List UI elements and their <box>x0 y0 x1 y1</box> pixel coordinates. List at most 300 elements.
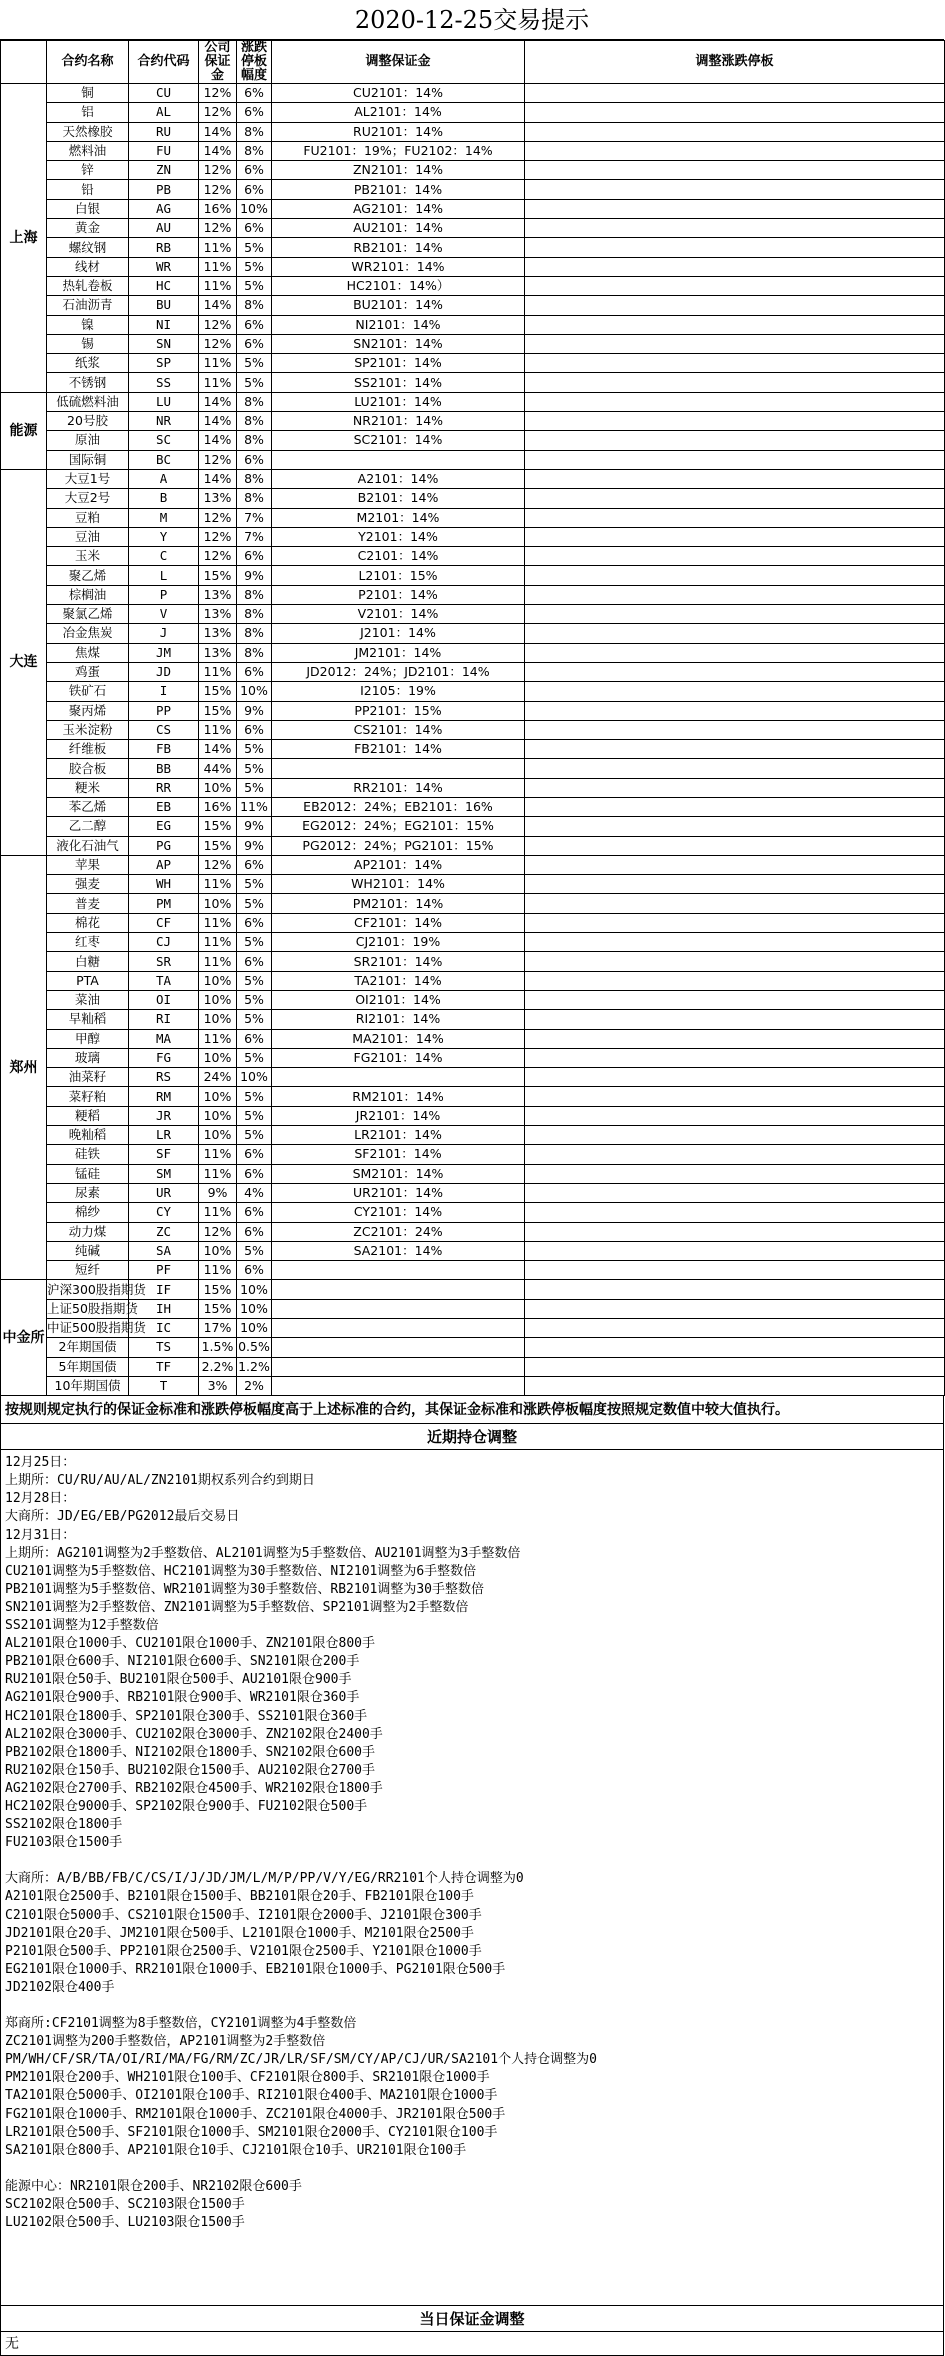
adjust-margin: AP2101：14% <box>272 855 525 874</box>
adjust-limit <box>525 682 945 701</box>
note-line <box>5 2160 939 2178</box>
price-limit: 8% <box>237 141 272 160</box>
contract-code: C <box>129 547 199 566</box>
adjust-margin: CU2101：14% <box>272 84 525 103</box>
adjust-limit <box>525 84 945 103</box>
recent-position-title: 近期持仓调整 <box>0 1424 944 1450</box>
adjust-margin: NI2101：14% <box>272 315 525 334</box>
contract-code: FU <box>129 141 199 160</box>
contract-code: ZN <box>129 161 199 180</box>
contract-name: 苹果 <box>47 855 129 874</box>
contract-name: 聚乙烯 <box>47 566 129 585</box>
contract-code: JR <box>129 1106 199 1125</box>
price-limit: 8% <box>237 412 272 431</box>
contract-code: A <box>129 469 199 488</box>
contract-name: 焦煤 <box>47 643 129 662</box>
company-margin: 15% <box>199 1299 237 1318</box>
adjust-margin: SS2101：14% <box>272 373 525 392</box>
table-row <box>1 257 945 276</box>
price-limit: 5% <box>237 990 272 1009</box>
adjust-margin: I2105：19% <box>272 682 525 701</box>
table-row <box>1 855 945 874</box>
company-margin: 3% <box>199 1376 237 1395</box>
price-limit: 6% <box>237 161 272 180</box>
adjust-margin: AL2101：14% <box>272 103 525 122</box>
price-limit: 9% <box>237 836 272 855</box>
contract-code: SS <box>129 373 199 392</box>
adjust-margin: JD2012：24%；JD2101：14% <box>272 662 525 681</box>
price-limit: 5% <box>237 1126 272 1145</box>
contract-name: 低硫燃料油 <box>47 392 129 411</box>
company-margin: 10% <box>199 1106 237 1125</box>
header-limit: 涨跌停板幅度 <box>237 41 272 84</box>
company-margin: 12% <box>199 527 237 546</box>
contract-name: 2年期国债 <box>47 1338 129 1357</box>
contract-name: 棕榈油 <box>47 585 129 604</box>
adjust-limit <box>525 643 945 662</box>
adjust-margin: BU2101：14% <box>272 296 525 315</box>
adjust-limit <box>525 1261 945 1280</box>
adjust-margin: HC2101：14%） <box>272 276 525 295</box>
price-limit: 8% <box>237 624 272 643</box>
price-limit: 5% <box>237 1106 272 1125</box>
contract-name: 油菜籽 <box>47 1068 129 1087</box>
contract-name: 天然橡胶 <box>47 122 129 141</box>
company-margin: 11% <box>199 373 237 392</box>
table-row <box>1 971 945 990</box>
table-row <box>1 141 945 160</box>
contract-code: EG <box>129 817 199 836</box>
header-code: 合约代码 <box>129 41 199 84</box>
company-margin: 11% <box>199 1145 237 1164</box>
company-margin: 11% <box>199 1261 237 1280</box>
adjust-limit <box>525 296 945 315</box>
note-line: HC2102限仓9000手、SP2102限仓900手、FU2102限仓500手 <box>5 1798 368 1814</box>
price-limit: 5% <box>237 373 272 392</box>
table-row <box>1 161 945 180</box>
contract-code: RS <box>129 1068 199 1087</box>
price-limit: 6% <box>237 952 272 971</box>
price-limit: 4% <box>237 1183 272 1202</box>
contract-code: RB <box>129 238 199 257</box>
table-row <box>1 662 945 681</box>
adjust-limit <box>525 141 945 160</box>
adjust-limit <box>525 199 945 218</box>
contract-name: 大豆1号 <box>47 469 129 488</box>
company-margin: 10% <box>199 990 237 1009</box>
company-margin: 15% <box>199 682 237 701</box>
contract-code: EB <box>129 797 199 816</box>
table-row <box>1 643 945 662</box>
contract-code: BC <box>129 450 199 469</box>
note-line: RU2102限仓150手、BU2102限仓1500手、AU2102限仓2700手 <box>5 1762 375 1778</box>
price-limit: 6% <box>237 1145 272 1164</box>
table-row <box>1 1010 945 1029</box>
note-line: SN2101调整为2手整数倍、ZN2101调整为5手整数倍、SP2101调整为2手整数倍 <box>5 1599 469 1615</box>
price-limit: 5% <box>237 759 272 778</box>
adjust-limit <box>525 875 945 894</box>
contract-name: 甲醇 <box>47 1029 129 1048</box>
contract-code: OI <box>129 990 199 1009</box>
note-line: AG2101限仓900手、RB2101限仓900手、WR2101限仓360手 <box>5 1690 360 1706</box>
adjust-limit <box>525 122 945 141</box>
contract-code: RU <box>129 122 199 141</box>
adjust-margin: P2101：14% <box>272 585 525 604</box>
contract-code: SR <box>129 952 199 971</box>
adjust-margin: MA2101：14% <box>272 1029 525 1048</box>
contract-name: 国际铜 <box>47 450 129 469</box>
contract-name: 铁矿石 <box>47 682 129 701</box>
company-margin: 16% <box>199 199 237 218</box>
adjust-margin: Y2101：14% <box>272 527 525 546</box>
table-row <box>1 701 945 720</box>
adjust-limit <box>525 161 945 180</box>
header-name: 合约名称 <box>47 41 129 84</box>
contract-code: MA <box>129 1029 199 1048</box>
company-margin: 11% <box>199 238 237 257</box>
contract-code: UR <box>129 1183 199 1202</box>
adjust-limit <box>525 701 945 720</box>
company-margin: 14% <box>199 141 237 160</box>
contract-code: JM <box>129 643 199 662</box>
contract-name: 玉米 <box>47 547 129 566</box>
table-row <box>1 547 945 566</box>
adjust-margin: SA2101：14% <box>272 1241 525 1260</box>
company-margin: 15% <box>199 817 237 836</box>
company-margin: 13% <box>199 643 237 662</box>
adjust-limit <box>525 489 945 508</box>
adjust-margin: AU2101：14% <box>272 219 525 238</box>
company-margin: 12% <box>199 547 237 566</box>
price-limit: 8% <box>237 469 272 488</box>
table-row <box>1 566 945 585</box>
adjust-limit <box>525 662 945 681</box>
table-row <box>1 1183 945 1202</box>
note-line: SS2102限仓1800手 <box>5 1817 123 1833</box>
adjust-limit <box>525 257 945 276</box>
table-row <box>1 682 945 701</box>
adjust-margin <box>272 1261 525 1280</box>
table-row <box>1 431 945 450</box>
note-line: HC2101限仓1800手、SP2101限仓300手、SS2101限仓360手 <box>5 1708 368 1724</box>
price-limit: 6% <box>237 720 272 739</box>
adjust-margin: FG2101：14% <box>272 1048 525 1067</box>
adjust-margin: EG2012：24%；EG2101：15% <box>272 817 525 836</box>
adjust-limit <box>525 952 945 971</box>
adjust-margin <box>272 1357 525 1376</box>
price-limit: 5% <box>237 1087 272 1106</box>
contract-name: 液化石油气 <box>47 836 129 855</box>
adjust-margin: WH2101：14% <box>272 875 525 894</box>
note-line: TA2101限仓5000手、OI2101限仓100手、RI2101限仓400手、MA2101限仓1000手 <box>5 2088 498 2104</box>
table-row <box>1 797 945 816</box>
contract-code: AL <box>129 103 199 122</box>
table-row <box>1 392 945 411</box>
adjust-limit <box>525 1068 945 1087</box>
table-row <box>1 1164 945 1183</box>
company-margin: 13% <box>199 605 237 624</box>
adjust-limit <box>525 431 945 450</box>
company-margin: 11% <box>199 1203 237 1222</box>
header-adjust-margin: 调整保证金 <box>272 41 525 84</box>
company-margin: 11% <box>199 1029 237 1048</box>
price-limit: 7% <box>237 527 272 546</box>
table-row <box>1 740 945 759</box>
contract-name: 鸡蛋 <box>47 662 129 681</box>
price-limit: 6% <box>237 1203 272 1222</box>
adjust-margin: SF2101：14% <box>272 1145 525 1164</box>
company-margin: 10% <box>199 1087 237 1106</box>
adjust-limit <box>525 720 945 739</box>
table-row <box>1 836 945 855</box>
company-margin: 14% <box>199 296 237 315</box>
company-margin: 11% <box>199 720 237 739</box>
table-row <box>1 1126 945 1145</box>
adjust-margin <box>272 1299 525 1318</box>
contract-code: BU <box>129 296 199 315</box>
note-line: AL2101限仓1000手、CU2101限仓1000手、ZN2101限仓800手 <box>5 1636 375 1652</box>
adjust-limit <box>525 180 945 199</box>
today-margin-text: 无 <box>0 2332 944 2356</box>
company-margin: 15% <box>199 836 237 855</box>
note-line: PB2101限仓600手、NI2101限仓600手、SN2101限仓200手 <box>5 1654 360 1670</box>
contract-name: 上证50股指期货 <box>47 1299 129 1318</box>
adjust-limit <box>525 971 945 990</box>
contract-name: 粳米 <box>47 778 129 797</box>
price-limit: 10% <box>237 199 272 218</box>
adjust-limit <box>525 913 945 932</box>
contract-name: 玻璃 <box>47 1048 129 1067</box>
adjust-limit <box>525 315 945 334</box>
adjust-margin: PM2101：14% <box>272 894 525 913</box>
price-limit: 6% <box>237 1029 272 1048</box>
price-limit: 2% <box>237 1376 272 1395</box>
adjust-margin: PP2101：15% <box>272 701 525 720</box>
adjust-margin: PG2012：24%；PG2101：15% <box>272 836 525 855</box>
adjust-margin: M2101：14% <box>272 508 525 527</box>
contract-code: TS <box>129 1338 199 1357</box>
contract-name: 白糖 <box>47 952 129 971</box>
table-row <box>1 219 945 238</box>
contract-code: SA <box>129 1241 199 1260</box>
adjust-limit <box>525 585 945 604</box>
adjust-margin: J2101：14% <box>272 624 525 643</box>
note-line <box>5 1997 939 2015</box>
adjust-margin: RM2101：14% <box>272 1087 525 1106</box>
contract-name: 胶合板 <box>47 759 129 778</box>
note-line: 郑商所:CF2101调整为8手整数倍，CY2101调整为4手整数倍 <box>5 2016 357 2032</box>
table-row <box>1 624 945 643</box>
price-limit: 6% <box>237 334 272 353</box>
adjust-margin <box>272 1280 525 1299</box>
price-limit: 5% <box>237 354 272 373</box>
adjust-limit <box>525 1048 945 1067</box>
price-limit: 5% <box>237 257 272 276</box>
contract-name: 晚籼稻 <box>47 1126 129 1145</box>
price-limit: 5% <box>237 740 272 759</box>
contract-code: AG <box>129 199 199 218</box>
contract-code: WH <box>129 875 199 894</box>
adjust-margin: L2101：15% <box>272 566 525 585</box>
contract-name: 硅铁 <box>47 1145 129 1164</box>
adjust-limit <box>525 1203 945 1222</box>
adjust-limit <box>525 392 945 411</box>
company-margin: 15% <box>199 1280 237 1299</box>
note-line: PM/WH/CF/SR/TA/OI/RI/MA/FG/RM/ZC/JR/LR/SF/SM/CY/AP/CJ/UR/SA2101个人持仓调整为0 <box>5 2052 597 2068</box>
table-row <box>1 585 945 604</box>
price-limit: 5% <box>237 875 272 894</box>
contract-name: 不锈钢 <box>47 373 129 392</box>
contract-code: SN <box>129 334 199 353</box>
price-limit: 5% <box>237 1048 272 1067</box>
company-margin: 14% <box>199 469 237 488</box>
adjust-limit <box>525 566 945 585</box>
table-row <box>1 1048 945 1067</box>
contract-code: PF <box>129 1261 199 1280</box>
table-row <box>1 1203 945 1222</box>
adjust-margin <box>272 450 525 469</box>
note-line: 12月31日： <box>5 1527 76 1543</box>
company-margin: 12% <box>199 161 237 180</box>
company-margin: 9% <box>199 1183 237 1202</box>
adjust-margin <box>272 1338 525 1357</box>
adjust-margin: LU2101：14% <box>272 392 525 411</box>
note-line: C2101限仓5000手、CS2101限仓1500手、I2101限仓2000手、J2101限仓300手 <box>5 1907 482 1923</box>
adjust-margin: SN2101：14% <box>272 334 525 353</box>
table-row <box>1 778 945 797</box>
price-limit: 11% <box>237 797 272 816</box>
company-margin: 12% <box>199 334 237 353</box>
header-margin: 公司保证金 <box>199 41 237 84</box>
adjust-limit <box>525 276 945 295</box>
header-exchange <box>1 41 47 84</box>
note-line: ZC2101调整为200手整数倍，AP2101调整为2手整数倍 <box>5 2034 326 2050</box>
contract-code: SP <box>129 354 199 373</box>
page-title: 2020-12-25交易提示 <box>0 0 944 40</box>
table-row <box>1 990 945 1009</box>
table-row <box>1 913 945 932</box>
company-margin: 14% <box>199 412 237 431</box>
table-row <box>1 1241 945 1260</box>
note-line: LR2101限仓500手、SF2101限仓1000手、SM2101限仓2000手、CY2101限仓100手 <box>5 2124 498 2140</box>
adjust-margin: JM2101：14% <box>272 643 525 662</box>
note-line: 大商所：A/B/BB/FB/C/CS/I/J/JD/JM/L/M/P/PP/V/Y/EG/RR2101个人持仓调整为0 <box>5 1871 524 1887</box>
table-row <box>1 276 945 295</box>
table-row <box>1 1338 945 1357</box>
contract-code: SF <box>129 1145 199 1164</box>
adjust-margin: CS2101：14% <box>272 720 525 739</box>
note-line: PM2101限仓200手、WH2101限仓100手、CF2101限仓800手、SR2101限仓1000手 <box>5 2070 490 2086</box>
price-limit: 0.5% <box>237 1338 272 1357</box>
contract-code: CY <box>129 1203 199 1222</box>
company-margin: 17% <box>199 1319 237 1338</box>
price-limit: 10% <box>237 1280 272 1299</box>
company-margin: 12% <box>199 103 237 122</box>
contract-code: NI <box>129 315 199 334</box>
contract-code: PG <box>129 836 199 855</box>
note-line: FG2101限仓1000手、RM2101限仓1000手、ZC2101限仓4000手、JR2101限仓500手 <box>5 2106 506 2122</box>
adjust-limit <box>525 1299 945 1318</box>
table-row <box>1 296 945 315</box>
company-margin: 13% <box>199 585 237 604</box>
contract-name: 大豆2号 <box>47 489 129 508</box>
contract-code: I <box>129 682 199 701</box>
price-limit: 8% <box>237 489 272 508</box>
contract-code: PB <box>129 180 199 199</box>
contract-name: 铝 <box>47 103 129 122</box>
table-row <box>1 508 945 527</box>
contract-code: RM <box>129 1087 199 1106</box>
company-margin: 11% <box>199 875 237 894</box>
table-row <box>1 84 945 103</box>
note-line: EG2101限仓1000手、RR2101限仓1000手、EB2101限仓1000手、PG2101限仓500手 <box>5 1961 506 1977</box>
table-row <box>1 1106 945 1125</box>
table-row <box>1 952 945 971</box>
adjust-limit <box>525 817 945 836</box>
price-limit: 6% <box>237 1222 272 1241</box>
note-line: PB2102限仓1800手、NI2102限仓1800手、SN2102限仓600手 <box>5 1744 375 1760</box>
company-margin: 16% <box>199 797 237 816</box>
adjust-limit <box>525 547 945 566</box>
company-margin: 14% <box>199 740 237 759</box>
contract-name: 豆粕 <box>47 508 129 527</box>
price-limit: 10% <box>237 1299 272 1318</box>
adjust-limit <box>525 990 945 1009</box>
contract-name: 铜 <box>47 84 129 103</box>
price-limit: 6% <box>237 855 272 874</box>
adjust-limit <box>525 412 945 431</box>
price-limit: 5% <box>237 238 272 257</box>
table-row <box>1 1376 945 1395</box>
adjust-margin: JR2101：14% <box>272 1106 525 1125</box>
contract-code: J <box>129 624 199 643</box>
company-margin: 24% <box>199 1068 237 1087</box>
table-row <box>1 199 945 218</box>
contract-code: PP <box>129 701 199 720</box>
contract-name: 纤维板 <box>47 740 129 759</box>
adjust-margin: CJ2101：19% <box>272 933 525 952</box>
contract-name: 尿素 <box>47 1183 129 1202</box>
adjust-margin: C2101：14% <box>272 547 525 566</box>
note-line: 12月25日： <box>5 1455 76 1471</box>
contract-table <box>0 40 945 1396</box>
contract-code: FG <box>129 1048 199 1067</box>
contract-code: FB <box>129 740 199 759</box>
price-limit: 6% <box>237 84 272 103</box>
contract-name: 菜油 <box>47 990 129 1009</box>
price-limit: 8% <box>237 605 272 624</box>
contract-code: CS <box>129 720 199 739</box>
table-row <box>1 817 945 836</box>
contract-name: 中证500股指期货 <box>47 1319 129 1338</box>
company-margin: 14% <box>199 122 237 141</box>
table-row <box>1 1299 945 1318</box>
adjust-margin: LR2101：14% <box>272 1126 525 1145</box>
contract-name: 锡 <box>47 334 129 353</box>
price-limit: 5% <box>237 276 272 295</box>
table-row <box>1 334 945 353</box>
note-line: 12月28日： <box>5 1491 76 1507</box>
adjust-margin: RU2101：14% <box>272 122 525 141</box>
contract-code: CJ <box>129 933 199 952</box>
contract-name: 动力煤 <box>47 1222 129 1241</box>
adjust-margin: SM2101：14% <box>272 1164 525 1183</box>
contract-name: 石油沥青 <box>47 296 129 315</box>
adjust-margin: FU2101：19%；FU2102：14% <box>272 141 525 160</box>
table-row <box>1 489 945 508</box>
contract-name: 聚丙烯 <box>47 701 129 720</box>
company-margin: 11% <box>199 662 237 681</box>
